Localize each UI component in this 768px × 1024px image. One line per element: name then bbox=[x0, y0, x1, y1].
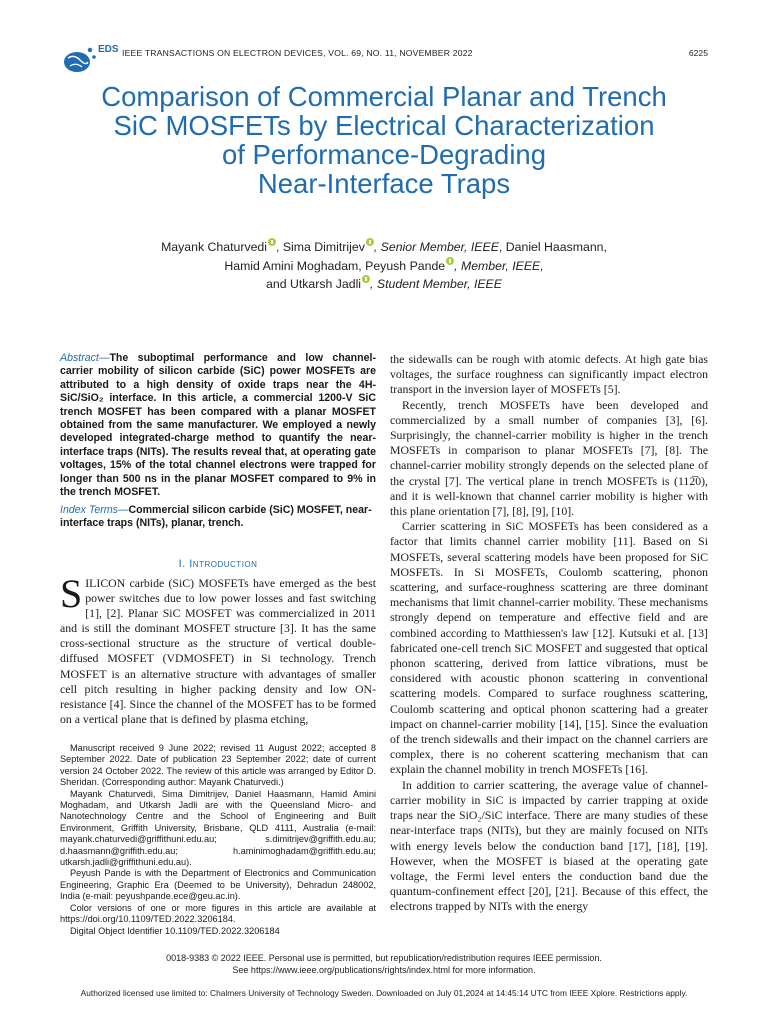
body-paragraph: In addition to carrier scattering, the average value of channel-carrier mobility in SiC is impacted by carrier trapping at oxide traps near the SiO₂/SiC interface. There are many studies of these near-interface traps (NITs), but they are mainly focused on NITs with energy levels below the conduction band [17], [18], [19]. However, when the MOSFET is biased at the operating gate voltage, the Fermi level enters the conduction band due the quantum-confinement effect [20], [21]. Because of this effect, the electrons trapped by NITs with the energy bbox=[390, 777, 708, 914]
title-line: Near-Interface Traps bbox=[257, 168, 511, 199]
section-title: Introduction bbox=[189, 558, 258, 570]
index-terms-text: Commercial silicon carbide (SiC) MOSFET, near-interface traps (NITs), planar, trench. bbox=[60, 504, 372, 530]
abstract-label: Abstract— bbox=[60, 352, 110, 364]
title-line: of Performance-Degrading bbox=[221, 139, 547, 170]
section-heading bbox=[60, 558, 376, 570]
intro-paragraph bbox=[60, 571, 376, 727]
abstract bbox=[60, 352, 376, 499]
author-line bbox=[40, 257, 728, 276]
footnote: Mayank Chaturvedi, Sima Dimitrijev, Daniel Haasmann, Hamid Amini Moghadam, and Utkarsh Jadli are with the Queensland Micro- and Nanotechnology Centre and the School of Engineering and Built Environment, Griffith University, Brisbane, QLD 4111, Australia (e-mail: mayank.chaturvedi@griffithuni.edu.au; s.dimitrijev@griffith.edu.au; d.haasmann@griffith.edu.au; h.aminimoghadam@griffith.edu.au; utkarsh.jadli@griffithuni.edu.au). bbox=[60, 788, 376, 868]
right-column-text bbox=[390, 352, 708, 915]
author-name: Sima Dimitrijev bbox=[282, 240, 365, 254]
journal-name: IEEE TRANSACTIONS ON ELECTRON DEVICES, VOL. 69, NO. 11, NOVEMBER 2022 bbox=[122, 48, 473, 58]
rights-link[interactable]: See https://www.ieee.org/publications/rights/index.html for more information. bbox=[232, 964, 536, 975]
paper-title bbox=[40, 82, 728, 198]
running-header bbox=[60, 40, 708, 80]
body-paragraph: Carrier scattering in SiC MOSFETs has been considered as a factor that limits channel carrier mobility [11]. Based on Si MOSFETs, several scattering models have been proposed for SiC MOSFETs. In Si MOSFETs, Coulomb scattering, phonon scattering, and surface-roughness scattering are three dominant mechanisms that limit channel-carrier mobility. These mechanisms strongly depend on temperature and effective field and are combined according to Matthiessen's law [12]. Kutsuki et al. [13] fabricated one-cell trench SiC MOSFET and suggested that optical phonon scattering, derived from lattice vibrations, must be considered with acoustic phonon scattering in conventional scattering models. Compared to surface roughness scattering, Coulomb scattering and optical phonon scattering had a greater impact on channel-carrier mobility [14], [15]. Since the evaluation of the trench sidewalls and their impact on the channel carriers are complex, there is no coherent scattering mechanism that can explain the channel mobility in trench MOSFETs [16]. bbox=[390, 519, 708, 777]
abstract-text: The suboptimal performance and low channel-carrier mobility of silicon carbide (SiC) power MOSFETs are attributed to a high density of oxide traps near the 4H-SiC/SiO₂ interface. In this article, a commercial 1200-V SiC trench MOSFET has been compared with a planar MOSFET obtained from the same manufacturer. We employed a newly developed integrated-charge method to quantify the near-interface traps (NITs). The results reveal that, at operating gate voltages, 15% of the total channel electrons were trapped for longer than 500 ns in the planar MOSFET compared to 9% in the trench MOSFET. bbox=[60, 352, 376, 499]
index-terms bbox=[60, 504, 376, 531]
logo-text: EDS bbox=[98, 44, 119, 55]
footnote: Peyush Pande is with the Department of Electronics and Communication Engineering, Graphic Era (Deemed to be University), Dehradun 248002, India (e-mail: peyushpande.ece@geu.ac.in). bbox=[60, 868, 376, 902]
body-paragraph: the sidewalls can be rough with atomic defects. At high gate bias voltages, the surface roughness can significantly impact electron transport in the inversion layer of MOSFETs [5]. bbox=[390, 352, 708, 397]
orcid-icon[interactable] bbox=[446, 257, 454, 265]
author-line: Mayank Chaturvedi , Sima Dimitrijev , Senior Member, IEEE, Daniel Haasmann, bbox=[161, 240, 607, 254]
author-role: , Member, IEEE, bbox=[454, 258, 544, 273]
eds-logo-icon bbox=[60, 40, 119, 80]
license-note: Authorized licensed use limited to: Chalmers University of Technology Sweden. Downloaded on July 01,2024 at 14:45:14 UTC from IEEE Xplore. Restrictions apply. bbox=[80, 988, 688, 998]
page-number: 6225 bbox=[688, 48, 708, 58]
index-terms-label: Index Terms— bbox=[60, 504, 129, 516]
author-name: and Utkarsh Jadli bbox=[266, 277, 362, 291]
orcid-icon[interactable] bbox=[366, 238, 374, 246]
author-role: , Senior Member, IEEE bbox=[373, 240, 499, 254]
author-name: , Daniel Haasmann, bbox=[498, 240, 607, 254]
body-paragraph: Recently, trench MOSFETs have been developed and commercialized by a small number of companies [3], [6]. Surprisingly, the channel-carrier mobility is higher in the trench MOSFETs in comparison to planar MOSFETs [7], [8]. The channel-carrier mobility strongly depends on the selected plane of the crystal [7]. The vertical plane in trench MOSFETs is (112̅0), and it is well-known that channel carrier mobility is higher with this plane orientation [7], [8], [9], [10]. bbox=[390, 397, 708, 519]
drop-cap: S bbox=[60, 571, 83, 616]
copyright-notice bbox=[60, 953, 708, 976]
author-line bbox=[40, 275, 728, 294]
orcid-icon[interactable] bbox=[362, 275, 370, 283]
copyright-line: 0018-9383 © 2022 IEEE. Personal use is permitted, but republication/redistribution requires IEEE permission. bbox=[166, 953, 602, 963]
author-role: , Student Member, IEEE bbox=[370, 277, 502, 291]
title-line: SiC MOSFETs by Electrical Characterization bbox=[113, 110, 655, 141]
footnote: Color versions of one or more figures in this article are available at https://doi.org/10.1109/TED.2022.3206184. bbox=[60, 902, 376, 925]
section-number: I. bbox=[178, 558, 190, 570]
footnote: Manuscript received 9 June 2022; revised 11 August 2022; accepted 8 September 2022. Date of publication 23 September 2022; date of current version 24 October 2022. The review of this article was arranged by Editor D. Sheridan. (Corresponding author: Mayank Chaturvedi.) bbox=[60, 743, 376, 788]
intro-text: ILICON carbide (SiC) MOSFETs have emerged as the best power switches due to low power losses and fast switching [1], [2]. Planar SiC MOSFET was commercialized in 2011 and is still the dominant MOSFET structure [3]. It has the same cross-sectional structure as the structure of vertical double-diffused MOSFET (VDMOSFET) in Si technology. Trench MOSFET is an alternative structure with advantages of smaller cell pitch resulting in higher packing density and low ON-resistance [4]. Since the channel of the MOSFET has to be formed on a vertical plane that is defined by plasma etching, bbox=[60, 576, 376, 726]
footnote: Digital Object Identifier 10.1109/TED.2022.3206184 bbox=[70, 925, 280, 936]
footnotes bbox=[60, 743, 376, 937]
orcid-icon[interactable] bbox=[268, 238, 276, 246]
author-name: Mayank Chaturvedi bbox=[161, 240, 268, 254]
author-name: Hamid Amini Moghadam, Peyush Pande bbox=[224, 258, 446, 273]
title-line: Comparison of Commercial Planar and Trench bbox=[101, 81, 667, 112]
author-list bbox=[40, 238, 728, 294]
